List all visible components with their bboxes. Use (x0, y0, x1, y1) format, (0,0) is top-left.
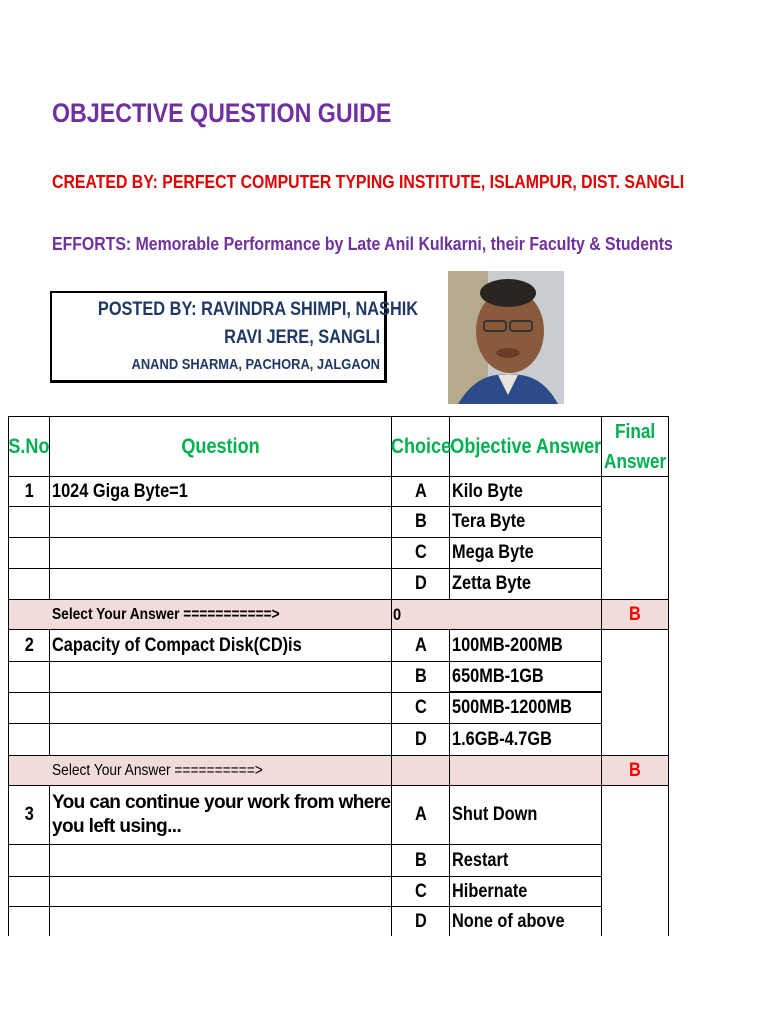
q3-choice-b: B (414, 849, 427, 871)
q1-choice-b: B (414, 511, 427, 532)
q1-answer-c: Mega Byte (452, 542, 534, 563)
header-objective-answer: Objective Answer (450, 434, 601, 458)
q1-final-answer: B (629, 603, 641, 625)
posted-by-line-2: RAVI JERE, SANGLI (224, 327, 380, 348)
q2-choice-c: C (414, 697, 427, 718)
q1-question: 1024 Giga Byte=1 (52, 480, 188, 502)
q1-choice-d: D (414, 573, 427, 594)
header-sno: S.No (8, 434, 50, 458)
q1-choice-a: A (414, 480, 427, 502)
q1-sno: 1 (24, 480, 34, 502)
q2-sno: 2 (24, 634, 34, 656)
q2-question: Capacity of Compact Disk(CD)is (52, 634, 302, 656)
q3-sno: 3 (24, 804, 34, 825)
q3-answer-d: None of above (452, 910, 565, 932)
posted-by-line-3: ANAND SHARMA, PACHORA, JALGAON (131, 356, 380, 373)
q2-choice-b: B (414, 666, 427, 687)
posted-by-line-1: POSTED BY: RAVINDRA SHIMPI, NASHIK (97, 299, 419, 320)
q1-answer-a: Kilo Byte (452, 480, 523, 502)
q3-choice-c: C (414, 880, 427, 902)
q3-choice-d: D (414, 910, 427, 932)
q3-answer-c: Hibernate (452, 880, 528, 902)
q1-select-label: Select Your Answer ===========> (52, 605, 280, 623)
q2-answer-a: 100MB-200MB (452, 634, 563, 656)
q2-choice-d: D (414, 728, 427, 750)
q2-choice-a: A (414, 634, 427, 656)
header-final-answer: Final Answer (603, 420, 667, 473)
q2-final-answer: B (629, 759, 641, 781)
q2-select-label: Select Your Answer ==========> (52, 761, 263, 779)
q1-answer-d: Zetta Byte (452, 573, 531, 594)
q2-answer-b: 650MB-1GB (452, 666, 544, 687)
q2-answer-c: 500MB-1200MB (452, 697, 572, 718)
q3-choice-a: A (414, 804, 427, 825)
q1-choice-c: C (414, 542, 427, 563)
q2-answer-d: 1.6GB-4.7GB (452, 728, 552, 750)
created-by-line: CREATED BY: PERFECT COMPUTER TYPING INSTITUTE, ISLAMPUR, DIST. SANGLI (52, 172, 685, 192)
q3-answer-b: Restart (452, 849, 509, 871)
q1-answer-input[interactable]: 0 (393, 604, 402, 624)
header-question: Question (181, 434, 260, 458)
q3-answer-a: Shut Down (452, 804, 538, 825)
page-title: OBJECTIVE QUESTION GUIDE (52, 98, 392, 128)
q3-question: You can continue your work from where you left using... (52, 792, 391, 837)
q2-answer-input[interactable] (392, 756, 449, 785)
efforts-line: EFFORTS: Memorable Performance by Late Anil Kulkarni, their Faculty & Students (52, 234, 673, 254)
header-choice: Choice (390, 434, 451, 458)
q1-answer-b: Tera Byte (452, 511, 526, 532)
